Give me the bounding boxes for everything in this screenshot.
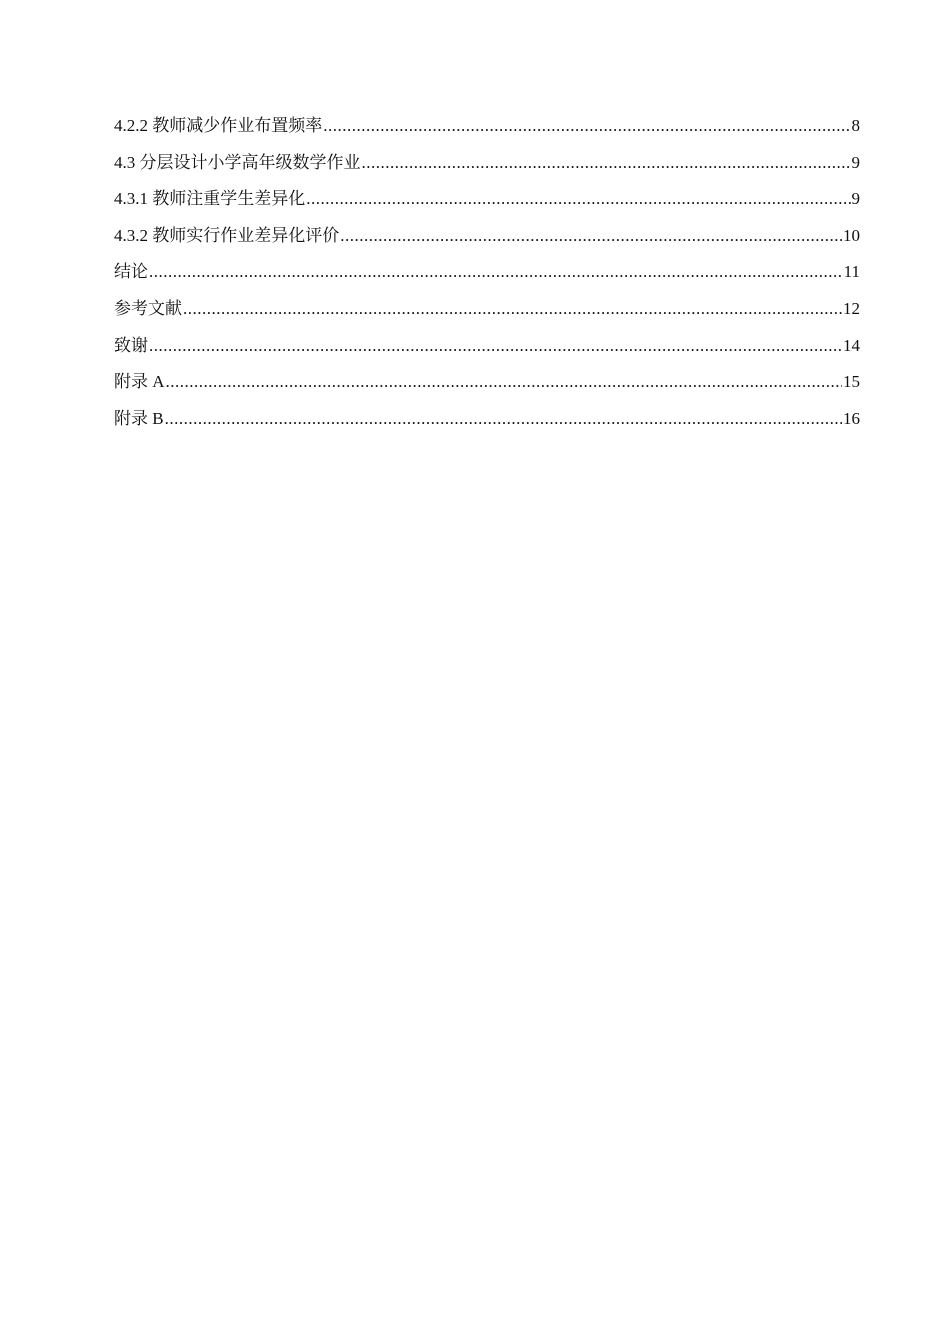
toc-entry-page: 9: [851, 189, 860, 209]
toc-entry-page: 15: [843, 372, 860, 392]
toc-entry[interactable]: [114, 260, 860, 297]
toc-entry[interactable]: [114, 187, 860, 224]
toc-entry-page: 10: [843, 225, 860, 245]
toc-entry-title: 4.2.2 教师减少作业布置频率: [114, 116, 323, 135]
toc-entry-title: 4.3 分层设计小学高年级数学作业: [114, 152, 361, 172]
toc-entry[interactable]: [114, 224, 860, 261]
toc-entry[interactable]: [114, 297, 860, 334]
toc-entry-title: 4.3.1 教师注重学生差异化: [114, 189, 306, 209]
toc-entry-page: 11: [843, 262, 860, 282]
toc-entry[interactable]: [114, 407, 860, 444]
toc-entry[interactable]: [114, 370, 860, 407]
toc-dot-leader: [306, 187, 850, 211]
toc-entry-title: 致谢: [114, 335, 148, 355]
toc-entry-page: 9: [851, 152, 860, 172]
toc-entry[interactable]: [114, 114, 860, 151]
toc-dot-leader: [166, 370, 842, 394]
toc-dot-leader: [183, 297, 842, 321]
toc-entry-title: 参考文献: [114, 298, 182, 318]
table-of-contents: [114, 114, 860, 443]
toc-entry-title: 附录 B: [114, 408, 164, 428]
toc-entry-title: 4.3.2 教师实行作业差异化评价: [114, 225, 340, 245]
toc-entry-page: 14: [843, 335, 860, 355]
toc-dot-leader: [165, 407, 842, 431]
toc-entry[interactable]: [114, 151, 860, 188]
toc-entry-page: 16: [843, 408, 860, 428]
toc-dot-leader: [149, 334, 842, 358]
toc-entry[interactable]: [114, 334, 860, 371]
toc-entry-page: 8: [851, 116, 860, 135]
toc-entry-page: 12: [843, 298, 860, 318]
toc-dot-leader: [362, 151, 851, 175]
toc-entry-title: 结论: [114, 262, 148, 282]
toc-dot-leader: [149, 260, 843, 284]
toc-dot-leader: [323, 114, 850, 138]
toc-entry-title: 附录 A: [114, 372, 165, 392]
toc-dot-leader: [340, 224, 842, 248]
